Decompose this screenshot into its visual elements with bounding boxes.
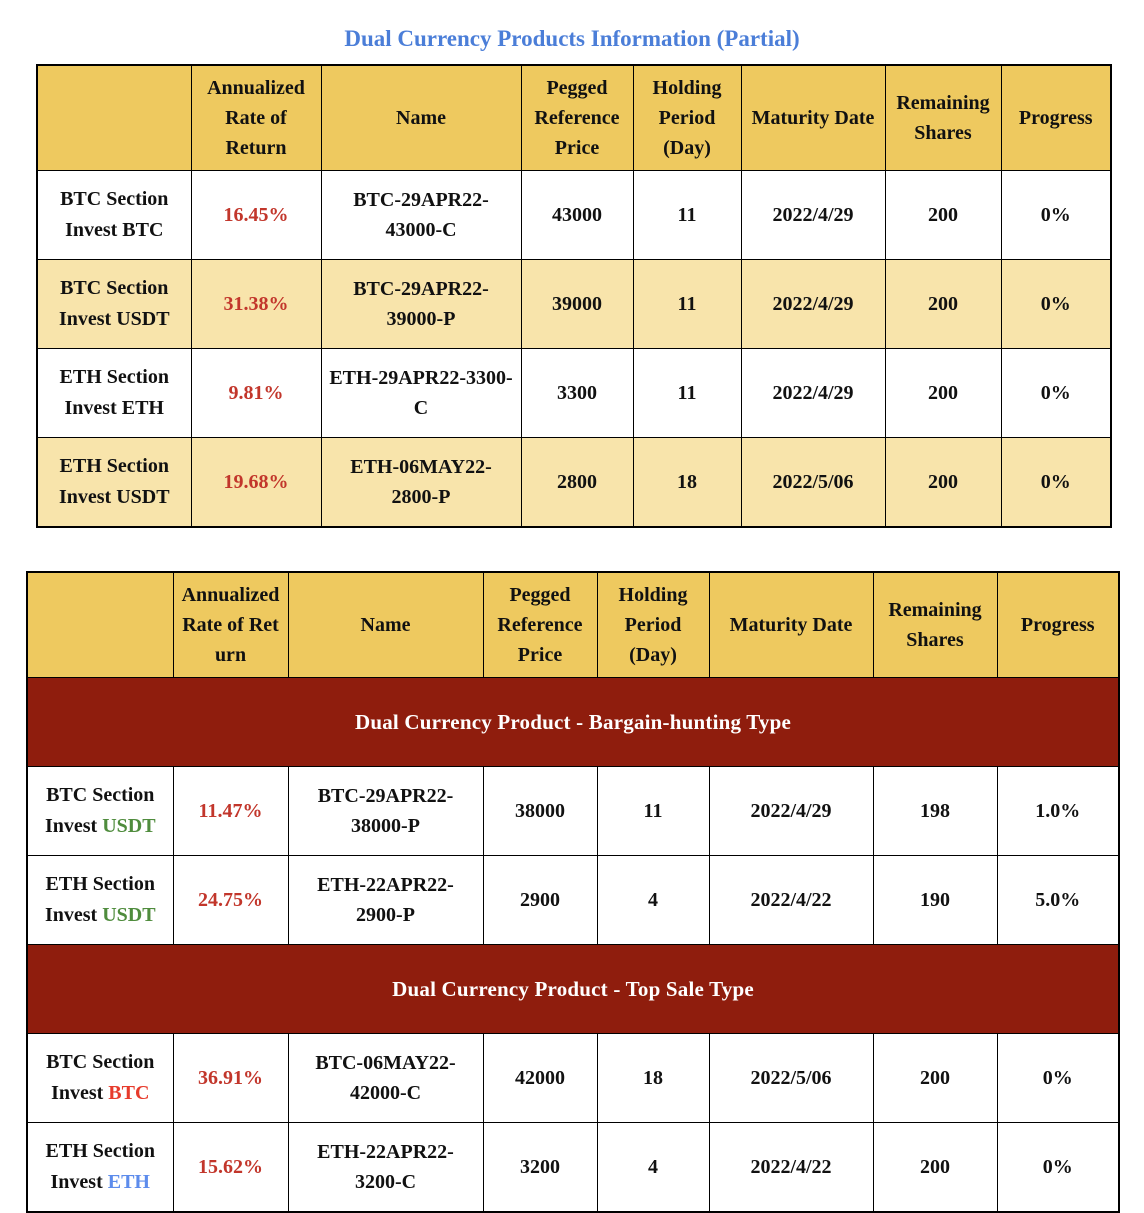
remaining-shares-cell: 200 <box>873 1034 997 1123</box>
banner-row <box>27 678 1119 767</box>
header-holding-period: Holding Period (Day) <box>633 65 741 171</box>
holding-period-cell: 11 <box>633 260 741 349</box>
pegged-price-cell: 2800 <box>521 438 633 528</box>
row-label-cell <box>27 856 173 945</box>
holding-period-cell: 11 <box>633 349 741 438</box>
progress-cell: 0% <box>1001 349 1111 438</box>
progress-cell: 1.0% <box>997 767 1119 856</box>
remaining-shares-cell: 200 <box>885 171 1001 260</box>
row-label-cell <box>37 349 191 438</box>
row-label-cell <box>37 260 191 349</box>
header-remaining-shares: Remaining Shares <box>873 572 997 678</box>
section-label: BTC Section <box>46 784 155 806</box>
section-label: ETH Section <box>45 873 155 895</box>
holding-period-cell: 11 <box>633 171 741 260</box>
table-row <box>27 1034 1119 1123</box>
invest-label: Invest ETH <box>50 1171 150 1193</box>
maturity-date-cell: 2022/4/29 <box>741 260 885 349</box>
header-progress: Progress <box>1001 65 1111 171</box>
remaining-shares-cell: 198 <box>873 767 997 856</box>
name-cell: ETH-29APR22-3300-C <box>321 349 521 438</box>
corner-cell <box>27 572 173 678</box>
progress-cell: 5.0% <box>997 856 1119 945</box>
row-label-cell <box>27 1123 173 1213</box>
asset-label: ETH <box>121 397 164 419</box>
remaining-shares-cell: 200 <box>885 438 1001 528</box>
rate-cell: 19.68% <box>191 438 321 528</box>
rate-cell: 11.47% <box>173 767 288 856</box>
table-row <box>37 260 1111 349</box>
banner-row <box>27 945 1119 1034</box>
asset-label: USDT <box>116 486 170 508</box>
section-label: ETH Section <box>45 1140 155 1162</box>
remaining-shares-cell: 190 <box>873 856 997 945</box>
section-label: BTC Section <box>46 1051 155 1073</box>
table-row <box>37 349 1111 438</box>
section-label: BTC Section <box>60 277 169 299</box>
header-remaining-shares: Remaining Shares <box>885 65 1001 171</box>
row-label-cell <box>37 438 191 528</box>
asset-label: BTC <box>122 219 164 241</box>
progress-cell: 0% <box>1001 171 1111 260</box>
table-header-row <box>37 65 1111 171</box>
name-cell: ETH-22APR22-3200-C <box>288 1123 483 1213</box>
invest-label: Invest BTC <box>65 219 164 241</box>
table-row <box>27 767 1119 856</box>
header-holding-period: Holding Period (Day) <box>597 572 709 678</box>
invest-label: Invest USDT <box>58 486 170 508</box>
invest-label: Invest USDT <box>44 815 156 837</box>
holding-period-cell: 18 <box>633 438 741 528</box>
holding-period-cell: 4 <box>597 1123 709 1213</box>
maturity-date-cell: 2022/4/29 <box>709 767 873 856</box>
header-pegged-price: Pegged Reference Price <box>483 572 597 678</box>
progress-cell: 0% <box>997 1034 1119 1123</box>
row-label-cell <box>37 171 191 260</box>
table-row <box>27 856 1119 945</box>
rate-cell: 9.81% <box>191 349 321 438</box>
rate-cell: 24.75% <box>173 856 288 945</box>
name-cell: ETH-22APR22-2900-P <box>288 856 483 945</box>
header-maturity-date: Maturity Date <box>741 65 885 171</box>
section-label: BTC Section <box>60 188 169 210</box>
pegged-price-cell: 38000 <box>483 767 597 856</box>
name-cell: BTC-29APR22-43000-C <box>321 171 521 260</box>
bargain-hunting-banner: Dual Currency Product - Bargain-hunting Type <box>27 678 1119 767</box>
name-cell: BTC-06MAY22-42000-C <box>288 1034 483 1123</box>
remaining-shares-cell: 200 <box>885 260 1001 349</box>
pegged-price-cell: 2900 <box>483 856 597 945</box>
name-cell: ETH-06MAY22-2800-P <box>321 438 521 528</box>
pegged-price-cell: 39000 <box>521 260 633 349</box>
header-progress: Progress <box>997 572 1119 678</box>
progress-cell: 0% <box>997 1123 1119 1213</box>
invest-label: Invest BTC <box>51 1082 150 1104</box>
pegged-price-cell: 43000 <box>521 171 633 260</box>
page-title: Dual Currency Products Information (Partial) <box>344 26 800 51</box>
corner-cell <box>37 65 191 171</box>
rate-cell: 31.38% <box>191 260 321 349</box>
pegged-price-cell: 42000 <box>483 1034 597 1123</box>
invest-label: Invest USDT <box>44 904 156 926</box>
asset-label: USDT <box>102 815 156 837</box>
row-label-cell <box>27 767 173 856</box>
maturity-date-cell: 2022/5/06 <box>741 438 885 528</box>
maturity-date-cell: 2022/4/29 <box>741 171 885 260</box>
header-name: Name <box>321 65 521 171</box>
asset-label: USDT <box>116 308 170 330</box>
pegged-price-cell: 3200 <box>483 1123 597 1213</box>
header-maturity-date: Maturity Date <box>709 572 873 678</box>
rate-cell: 15.62% <box>173 1123 288 1213</box>
name-cell: BTC-29APR22-39000-P <box>321 260 521 349</box>
holding-period-cell: 18 <box>597 1034 709 1123</box>
row-label-cell <box>27 1034 173 1123</box>
name-cell: BTC-29APR22-38000-P <box>288 767 483 856</box>
asset-label: ETH <box>107 1171 150 1193</box>
header-annualized-rate: Annualized Rate of Return <box>173 572 288 678</box>
invest-label: Invest ETH <box>64 397 164 419</box>
products-type-table <box>26 571 1120 1213</box>
top-sale-banner: Dual Currency Product - Top Sale Type <box>27 945 1119 1034</box>
holding-period-cell: 4 <box>597 856 709 945</box>
pegged-price-cell: 3300 <box>521 349 633 438</box>
maturity-date-cell: 2022/4/22 <box>709 1123 873 1213</box>
asset-label: USDT <box>102 904 156 926</box>
table-row <box>27 1123 1119 1213</box>
products-info-table <box>36 64 1112 528</box>
invest-label: Invest USDT <box>58 308 170 330</box>
progress-cell: 0% <box>1001 260 1111 349</box>
progress-cell: 0% <box>1001 438 1111 528</box>
table-row <box>37 438 1111 528</box>
table-header-row <box>27 572 1119 678</box>
section-label: ETH Section <box>59 455 169 477</box>
table-row <box>37 171 1111 260</box>
remaining-shares-cell: 200 <box>873 1123 997 1213</box>
rate-cell: 16.45% <box>191 171 321 260</box>
maturity-date-cell: 2022/5/06 <box>709 1034 873 1123</box>
section-label: ETH Section <box>59 366 169 388</box>
header-name: Name <box>288 572 483 678</box>
holding-period-cell: 11 <box>597 767 709 856</box>
remaining-shares-cell: 200 <box>885 349 1001 438</box>
rate-cell: 36.91% <box>173 1034 288 1123</box>
maturity-date-cell: 2022/4/29 <box>741 349 885 438</box>
header-pegged-price: Pegged Reference Price <box>521 65 633 171</box>
maturity-date-cell: 2022/4/22 <box>709 856 873 945</box>
asset-label: BTC <box>108 1082 150 1104</box>
header-annualized-rate: Annualized Rate of Return <box>191 65 321 171</box>
